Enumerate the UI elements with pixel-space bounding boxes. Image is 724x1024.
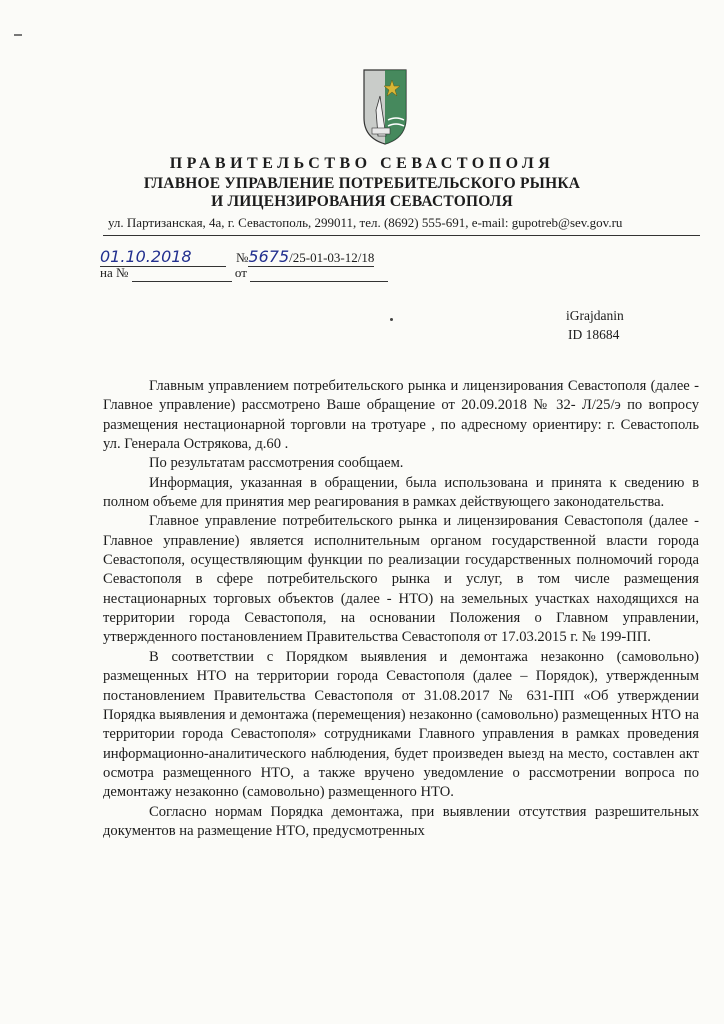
paragraph-procedure: В соответствии с Порядком выявления и демонтажа незаконно (самовольно) размещенных НТО на территории города Севастополя (далее – Порядок), утвержденным постановлением Правительства Севастополя от 31.08.2017 № 631-ПП «Об утверждении Порядка выявления и демонтажа (перемещения) незаконно (самовольно) размещенных НТО на территории города Севастополя» сотрудниками Главного управления в рамках проведения информационно-аналитического наблюдения, будет произведен выезд на место, составлен акт осмотра размещенного НТО, а также вручено уведомление о рассмотрении вопроса по демонтажу незаконно (самовольно) размещенного НТО.	[103, 648, 700, 801]
sevastopol-coat-of-arms-icon	[362, 66, 408, 146]
department-title-line1: ГЛАВНОЕ УПРАВЛЕНИЕ ПОТРЕБИТЕЛЬСКОГО РЫНКА	[143, 175, 581, 192]
outgoing-registration	[100, 247, 374, 267]
recipient-id: ID 18684	[568, 327, 620, 342]
ref-number-label: на №	[100, 265, 129, 280]
number-sign: №	[236, 250, 249, 265]
scan-mark	[14, 34, 22, 36]
government-title: ПРАВИТЕЛЬСТВО СЕВАСТОПОЛЯ	[169, 155, 555, 172]
scan-mark	[390, 318, 393, 321]
letterhead-divider	[103, 235, 700, 236]
ref-number-blank	[132, 265, 232, 282]
paragraph-dismantling-norms: Согласно нормам Порядка демонтажа, при выявлении отсутствия разрешительных документов на размещение НТО, предусмотренных	[103, 803, 699, 839]
letter-body	[103, 377, 699, 841]
outgoing-number-handwritten: 5675	[248, 247, 290, 266]
outgoing-number-printed: /25-01-03-12/18	[289, 250, 375, 265]
recipient-name: iGrajdanin	[566, 308, 624, 323]
ref-date-label: от	[234, 265, 247, 280]
incoming-reference	[100, 265, 388, 282]
ref-date-blank	[250, 265, 388, 282]
paragraph-results-intro: По результатам рассмотрения сообщаем.	[149, 455, 404, 472]
outgoing-date: 01.10.2018	[100, 247, 192, 266]
paragraph-request-summary: Главным управлением потребительского рынка и лицензирования Севастополя (далее - Главное управление) рассмотрено Ваше обращение от 20.09.2018 № 32- Л/25/э по вопросу размещения нестационарной торговли на тротуаре , по адресному ориентиру: г. Севастополь ул. Генерала Острякова, д.60 .	[103, 378, 699, 453]
paragraph-authority: Главное управление потребительского рынка и лицензирования Севастополя (далее - Главное управление) является исполнительным органом государственной власти города Севастополя, осуществляющим функции по реализации государственных полномочий города Севастополя в сфере потребительского рынка и услуг, в том числе размещения нестационарных торговых объектов (далее - НТО) на земельных участках находящихся на территории города Севастополя, на основании Положения о Главном управлении, утвержденного постановлением Правительства Севастополя от 17.03.2015 г. № 199-ПП.	[103, 513, 699, 646]
department-title-line2: И ЛИЦЕНЗИРОВАНИЯ СЕВАСТОПОЛЯ	[211, 193, 513, 210]
recipient-block	[566, 306, 624, 344]
paragraph-information-used: Информация, указанная в обращении, была использована и принята к сведению в полном объеме для принятия мер реагирования в рамках действующего законодательства.	[103, 474, 699, 511]
letterhead-address: ул. Партизанская, 4а, г. Севастополь, 299011, тел. (8692) 555-691, e-mail: gupotreb@sev.gov.ru	[108, 215, 623, 230]
